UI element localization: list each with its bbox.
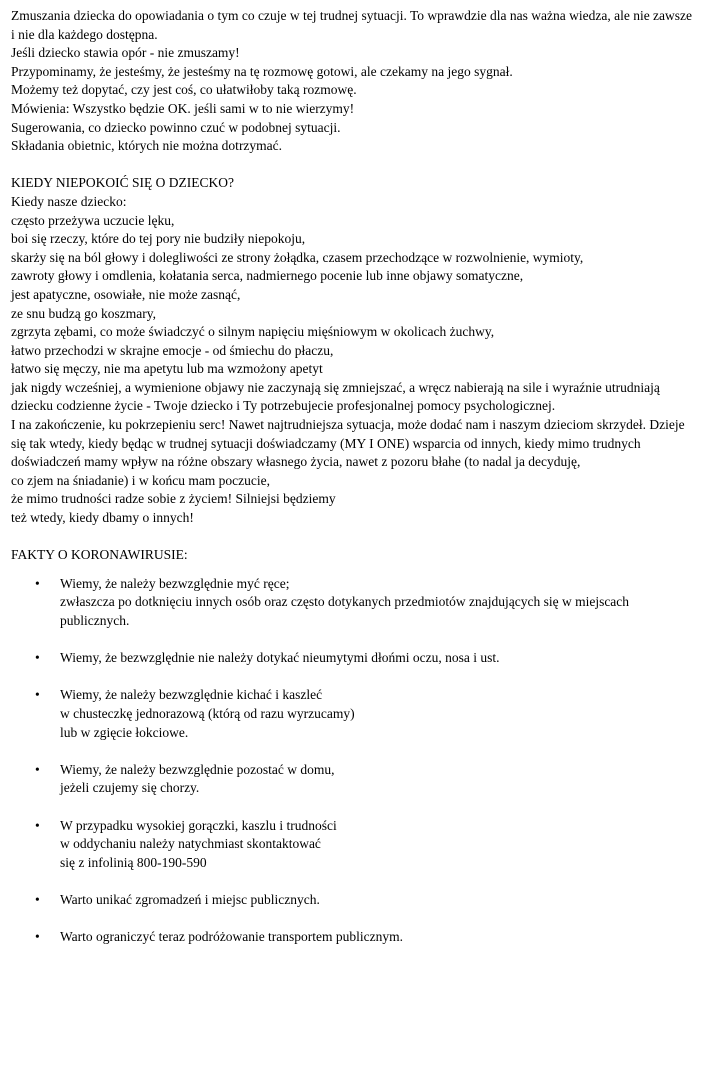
intro-paragraph <box>11 7 697 156</box>
list-item <box>11 686 697 742</box>
text-line: Mówienia: Wszystko będzie OK. jeśli sami w to nie wierzymy! <box>11 100 355 116</box>
text-line: I na zakończenie, ku pokrzepieniu serc! Nawet najtrudniejsza sytuacja, może dodać nam i naszym dzieciom skrzydeł. Dzieje się tak wtedy, kiedy będąc w trudnej sytuacji doświadczamy (MY I ONE) wsparcia od innych, kiedy mimo trudnych doświadczeń mamy wpływ na różne obszary własnego życia, nawet z pozoru błahe (to nadal ja decyduję, <box>11 417 685 470</box>
bullet-icon: • <box>35 650 40 666</box>
list-item <box>11 891 697 910</box>
item-text: Wiemy, że należy bezwzględnie pozostać w domu, <box>60 761 335 777</box>
text-line: skarży się na ból głowy i dolegliwości ze strony żołądka, czasem przechodzące w rozwolnienie, wymioty, <box>11 249 584 265</box>
bullet-icon: • <box>35 817 40 833</box>
item-text: lub w zgięcie łokciowe. <box>60 724 189 740</box>
item-text: Wiemy, że należy bezwzględnie myć ręce; <box>60 575 290 591</box>
document-page <box>11 7 697 965</box>
bullet-icon: • <box>35 761 40 777</box>
list-item <box>11 928 697 947</box>
text-line: Zmuszania dziecka do opowiadania o tym co czuje w tej trudnej sytuacji. To wprawdzie dla nas ważna wiedza, ale nie zawsze <box>11 8 693 23</box>
bullet-icon: • <box>35 929 40 945</box>
item-text: Warto unikać zgromadzeń i miejsc publicznych. <box>60 891 320 907</box>
text-line: boi się rzeczy, które do tej pory nie budziły niepokoju, <box>11 231 306 247</box>
when-to-worry-section <box>11 174 697 527</box>
bullet-icon: • <box>35 891 40 907</box>
item-text: jeżeli czujemy się chorzy. <box>60 780 200 796</box>
text-line: jest apatyczne, osowiałe, nie może zasnąć, <box>11 286 241 302</box>
item-text: Wiemy, że należy bezwzględnie kichać i kaszleć <box>60 687 323 703</box>
text-line: Kiedy nasze dziecko: <box>11 193 127 209</box>
bullet-icon: • <box>35 687 40 703</box>
list-item <box>11 575 697 631</box>
list-item <box>11 761 697 798</box>
text-line: zawroty głowy i omdlenia, kołatania serca, nadmiernego pocenie lub inne objawy somatyczne, <box>11 268 524 284</box>
text-line: też wtedy, kiedy dbamy o innych! <box>11 510 194 526</box>
text-line: często przeżywa uczucie lęku, <box>11 212 175 228</box>
item-text: w chusteczkę jednorazową (którą od razu wyrzucamy) <box>60 705 355 721</box>
item-text: się z infolinią 800-190-590 <box>60 854 207 870</box>
text-line: Przypominamy, że jesteśmy, że jesteśmy na tę rozmowę gotowi, ale czekamy na jego sygnał. <box>11 63 513 79</box>
item-text: W przypadku wysokiej gorączki, kaszlu i trudności <box>60 817 337 833</box>
text-line: i nie dla każdego dostępna. <box>11 26 158 42</box>
text-line: zgrzyta zębami, co może świadczyć o silnym napięciu mięśniowym w okolicach żuchwy, <box>11 324 495 340</box>
text-line: jak nigdy wcześniej, a wymienione objawy nie zaczynają się zmniejszać, a wręcz nabierają na sile i wyraźnie utrudniają dziecku codzienne życie - Twoje dziecko i Ty potrzebujecie profesjonalnej pomocy psychologicznej. <box>11 379 660 414</box>
bullet-icon: • <box>35 575 40 591</box>
text-line: Możemy też dopytać, czy jest coś, co ułatwiłoby taką rozmowę. <box>11 82 357 98</box>
item-text: Warto ograniczyć teraz podróżowanie transportem publicznym. <box>60 929 404 945</box>
section-heading: KIEDY NIEPOKOIĆ SIĘ O DZIECKO? <box>11 175 234 191</box>
text-line: że mimo trudności radze sobie z życiem! Silniejsi będziemy <box>11 491 336 507</box>
text-line: łatwo się męczy, nie ma apetytu lub ma wzmożony apetyt <box>11 361 323 377</box>
list-item <box>11 649 697 668</box>
item-text: Wiemy, że bezwzględnie nie należy dotykać nieumytymi dłońmi oczu, nosa i ust. <box>60 650 500 666</box>
text-line: Jeśli dziecko stawia opór - nie zmuszamy! <box>11 45 240 61</box>
text-line: łatwo przechodzi w skrajne emocje - od śmiechu do płaczu, <box>11 342 334 358</box>
text-line: co zjem na śniadanie) i w końcu mam poczucie, <box>11 472 271 488</box>
facts-list <box>11 575 697 947</box>
item-text: zwłaszcza po dotknięciu innych osób oraz często dotykanych przedmiotów znajdujących się w miejscach publicznych. <box>60 594 630 628</box>
coronavirus-facts-section <box>11 546 697 946</box>
list-item <box>11 817 697 873</box>
text-line: ze snu budzą go koszmary, <box>11 305 156 321</box>
text-line: Składania obietnic, których nie można dotrzymać. <box>11 138 283 154</box>
item-text: w oddychaniu należy natychmiast skontaktować <box>60 836 321 852</box>
text-line: Sugerowania, co dziecko powinno czuć w podobnej sytuacji. <box>11 119 341 135</box>
section-heading: FAKTY O KORONAWIRUSIE: <box>11 547 188 563</box>
